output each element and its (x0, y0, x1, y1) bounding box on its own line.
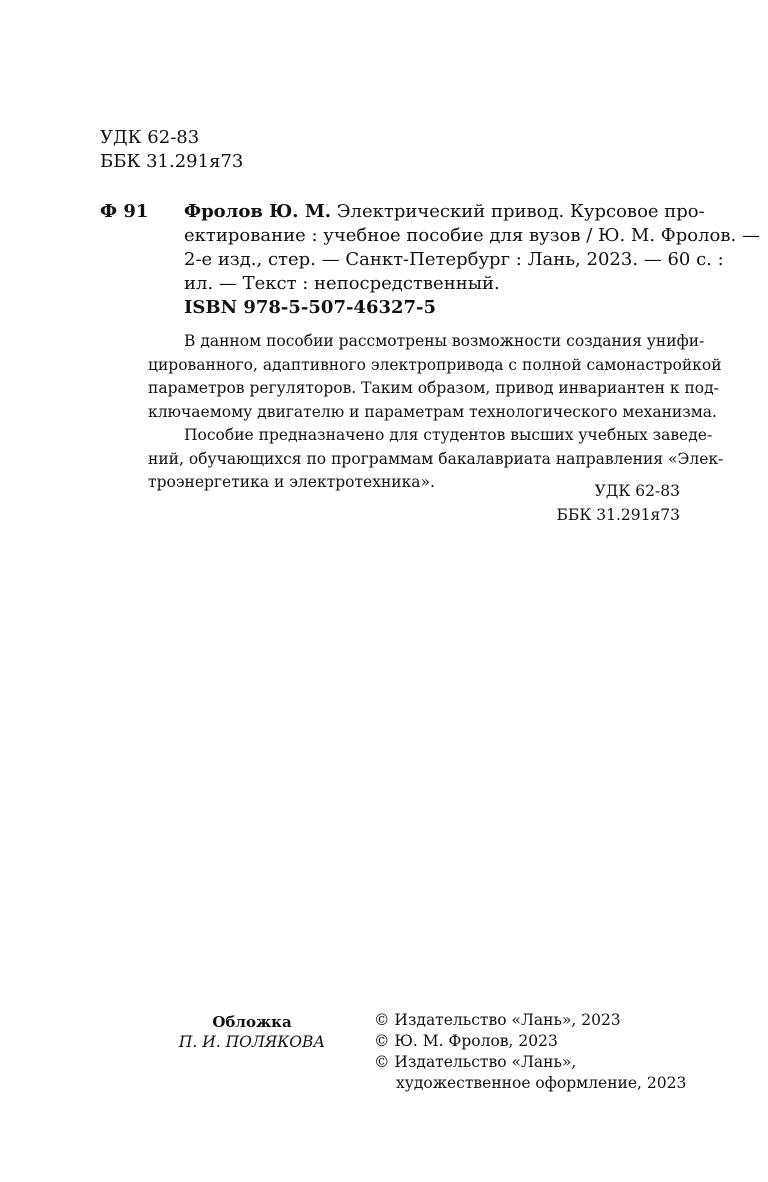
udk-code-top: УДК 62-83 (100, 127, 200, 148)
bbk-code-bottom: ББК 31.291я73 (556, 505, 680, 524)
copyright-block (374, 1010, 686, 1094)
copyright-line: © Издательство «Лань», (374, 1053, 577, 1071)
udk-code-bottom: УДК 62-83 (594, 482, 680, 500)
bib-line: 2-е изд., стер. — Санкт-Петербург : Лань, 2023. — 60 с. : (184, 249, 724, 270)
copyright-line: © Ю. М. Фролов, 2023 (374, 1032, 558, 1050)
bbk-code-top: ББК 31.291я73 (100, 151, 244, 172)
isbn: ISBN 978-5-507-46327-5 (184, 297, 437, 318)
classification-bottom (557, 480, 680, 527)
cover-designer: П. И. ПОЛЯКОВА (178, 1033, 326, 1051)
cover-credit (160, 1012, 344, 1052)
abstract-line: Пособие предназначено для студентов высших учебных заведе- (184, 426, 713, 444)
author-name: Фролов Ю. М. (184, 201, 332, 222)
abstract-line: В данном пособии рассмотрены возможности создания унифи- (184, 332, 705, 350)
copyright-line: художественное оформление, 2023 (396, 1074, 687, 1092)
bib-line: ектирование : учебное пособие для вузов / Ю. М. Фролов. — (184, 225, 760, 246)
abstract-line: ний, обучающихся по программам бакалавриата направления «Элек- (148, 449, 724, 468)
abstract-line: цированного, адаптивного электропривода с полной самонастройкой (148, 355, 722, 374)
cover-label: Обложка (212, 1013, 292, 1031)
copyright-line: © Издательство «Лань», 2023 (374, 1011, 621, 1029)
bibliographic-description (184, 200, 760, 296)
bib-line: ил. — Текст : непосредственный. (184, 273, 500, 294)
author-sign: Ф 91 (100, 201, 149, 222)
abstract-line: параметров регуляторов. Таким образом, привод инвариантен к под- (148, 379, 719, 397)
bib-line (184, 200, 705, 224)
abstract (148, 330, 724, 495)
abstract-line: ключаемому двигателю и параметрам технологического механизма. (148, 402, 717, 421)
abstract-line: троэнергетика и электротехника». (148, 473, 435, 491)
bib-line-text: Электрический привод. Курсовое про- (331, 201, 705, 222)
classification-top (100, 126, 243, 174)
